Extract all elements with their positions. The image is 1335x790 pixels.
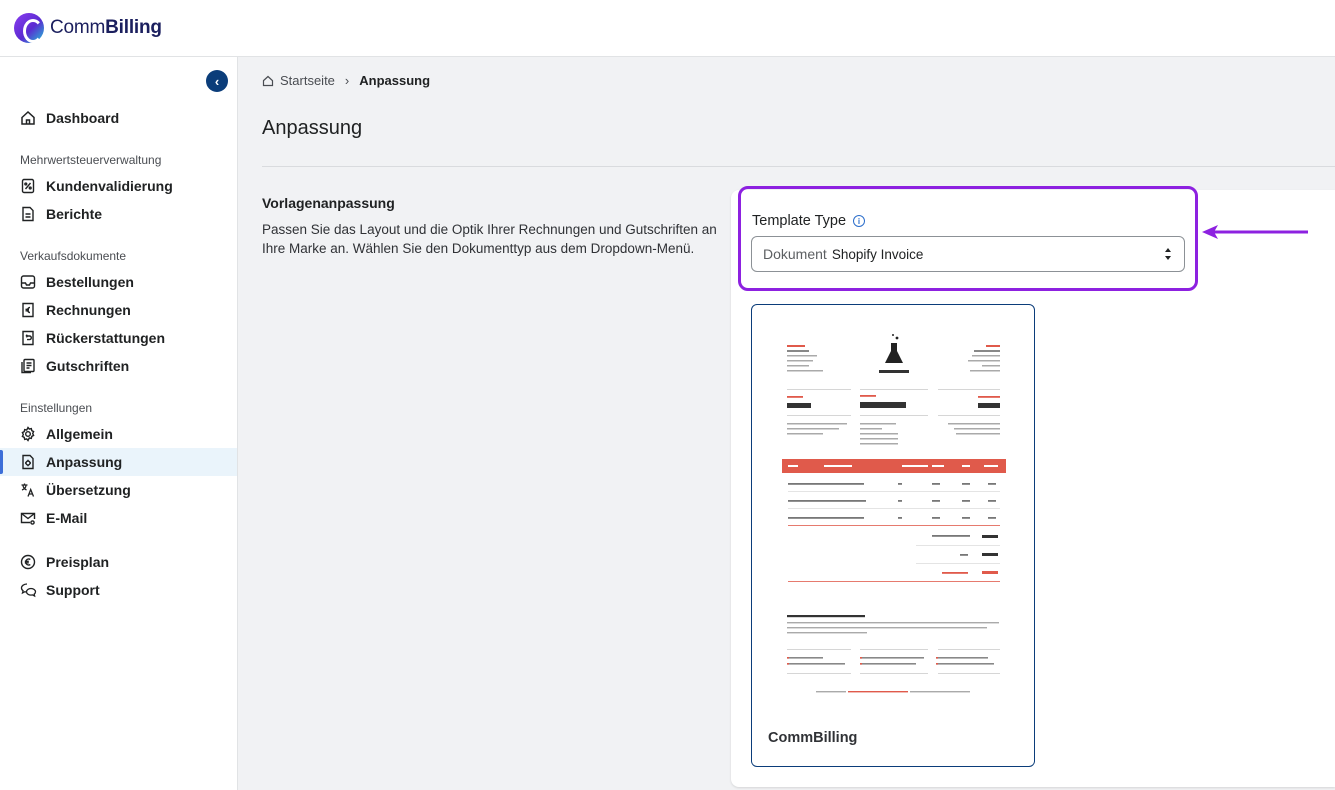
sidebar-item-anpassung[interactable] <box>0 448 237 476</box>
sidebar-item-email[interactable] <box>0 504 237 532</box>
template-name: CommBilling <box>768 730 858 746</box>
sidebar <box>0 57 238 790</box>
home-icon <box>262 75 274 87</box>
commbilling-logo-icon <box>14 13 44 43</box>
sidebar-item-allgemein[interactable] <box>0 420 237 448</box>
select-prefix: Dokument <box>763 246 827 262</box>
page-title: Anpassung <box>262 117 363 139</box>
template-type-label-text: Template Type <box>752 213 847 229</box>
sidebar-item-label: Dashboard <box>46 110 120 126</box>
euro-receipt-icon <box>19 301 37 319</box>
select-value: Shopify Invoice <box>831 246 924 262</box>
sidebar-item-label: Rechnungen <box>46 302 131 318</box>
section-title: Vorlagenanpassung <box>262 195 395 211</box>
sidebar-item-rechnungen[interactable] <box>0 296 237 324</box>
sidebar-item-uebersetzung[interactable] <box>0 476 237 504</box>
sidebar-item-label: Anpassung <box>46 454 123 470</box>
top-bar <box>0 0 1335 57</box>
sidebar-item-label: Kundenvalidierung <box>46 178 173 194</box>
credit-note-icon <box>19 357 37 375</box>
sidebar-item-dashboard[interactable] <box>0 104 237 132</box>
percent-doc-icon <box>19 177 37 195</box>
sidebar-item-label: Support <box>46 582 100 598</box>
sidebar-item-support[interactable] <box>0 576 237 604</box>
refund-icon <box>19 329 37 347</box>
sidebar-item-label: Berichte <box>46 206 103 222</box>
sidebar-item-label: Preisplan <box>46 554 110 570</box>
breadcrumb <box>262 73 430 88</box>
section-title-settings: Einstellungen <box>20 401 93 415</box>
header-divider <box>262 166 1335 167</box>
section-title-vat: Mehrwertsteuerverwaltung <box>20 153 162 167</box>
email-settings-icon <box>19 509 37 527</box>
highlight-box <box>738 186 1198 291</box>
sidebar-item-label: Rückerstattungen <box>46 330 166 346</box>
breadcrumb-current: Anpassung <box>359 73 431 88</box>
translate-icon <box>19 481 37 499</box>
sidebar-item-label: Allgemein <box>46 426 113 442</box>
info-icon[interactable]: i <box>853 215 865 227</box>
sidebar-item-berichte[interactable] <box>0 200 237 228</box>
gear-icon <box>19 425 37 443</box>
invoice-thumbnail-image <box>752 305 1035 715</box>
app-logo-text[interactable]: CommBilling <box>50 17 162 38</box>
chat-icon <box>19 581 37 599</box>
home-icon <box>19 109 37 127</box>
template-preview-card[interactable] <box>751 304 1035 767</box>
breadcrumb-home-link[interactable]: Startseite <box>280 73 335 88</box>
sidebar-item-bestellungen[interactable] <box>0 268 237 296</box>
sidebar-item-gutschriften[interactable] <box>0 352 237 380</box>
sidebar-item-preisplan[interactable] <box>0 548 237 576</box>
pointer-arrow-icon <box>1200 222 1310 242</box>
euro-circle-icon <box>19 553 37 571</box>
breadcrumb-separator: › <box>344 73 350 88</box>
section-title-sales-docs: Verkaufsdokumente <box>20 249 127 263</box>
sidebar-item-label: Gutschriften <box>46 358 130 374</box>
sidebar-item-rueckerstattungen[interactable] <box>0 324 237 352</box>
sidebar-item-label: Bestellungen <box>46 274 134 290</box>
sidebar-item-label: Übersetzung <box>46 482 131 498</box>
customize-icon <box>19 453 37 471</box>
sidebar-item-label: E-Mail <box>46 510 88 526</box>
section-description: Passen Sie das Layout und die Optik Ihrer Rechnungen und Gutschriften an Ihre Marke an. Wählen Sie den Dokumenttyp aus dem Dropdown-Menü. <box>262 222 717 256</box>
sidebar-collapse-button[interactable]: ‹ <box>206 70 228 92</box>
report-icon <box>19 205 37 223</box>
inbox-icon <box>19 273 37 291</box>
sidebar-item-kundenvalidierung[interactable] <box>0 172 237 200</box>
